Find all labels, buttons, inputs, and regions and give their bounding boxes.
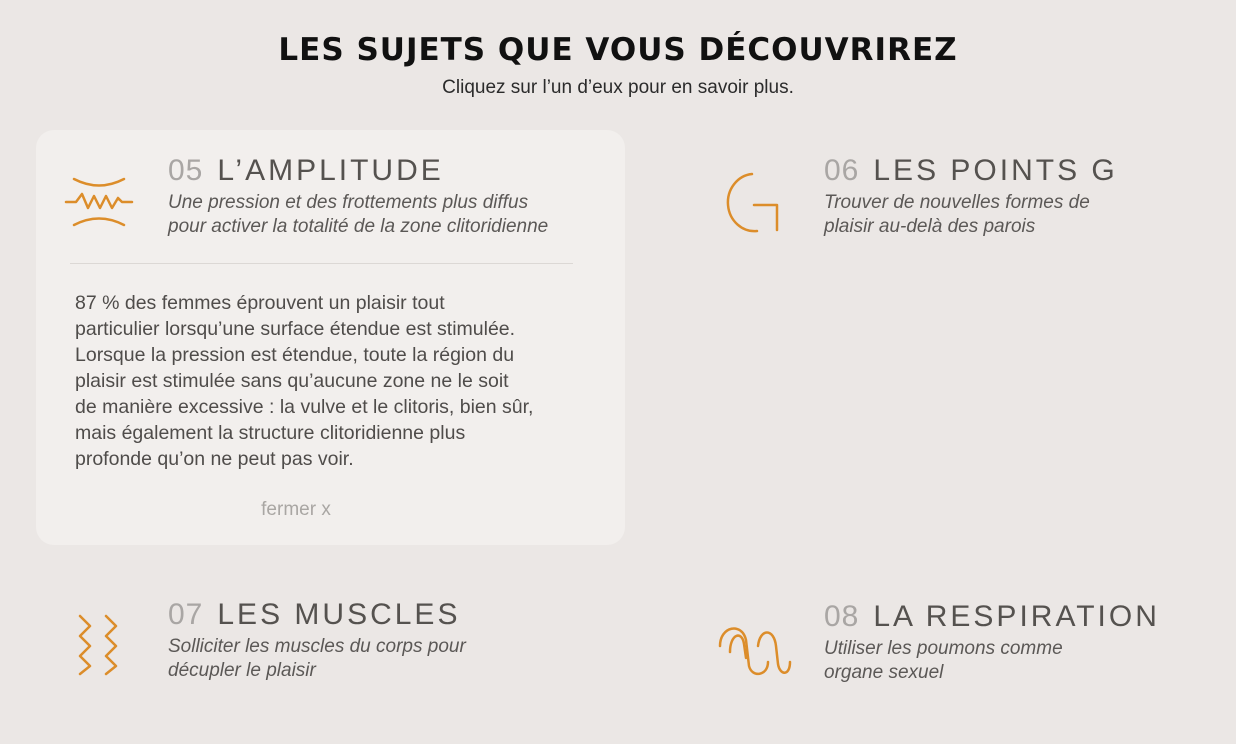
amplitude-wave-icon — [64, 176, 134, 233]
g-spot-icon — [722, 168, 784, 241]
muscles-zigzag-icon — [72, 612, 128, 683]
close-button[interactable]: fermer x — [261, 499, 331, 520]
topic-description — [824, 637, 1204, 685]
detail-line: profonde qu’on ne peut pas voir. — [75, 448, 354, 470]
section-header — [0, 30, 1236, 100]
topic-desc-line: organe sexuel — [824, 662, 944, 683]
topic-heading-amplitude — [168, 154, 444, 193]
topic-description — [824, 191, 1204, 239]
topic-heading-breathing — [824, 600, 1160, 639]
detail-line: de manière excessive : la vulve et le clitoris, bien sûr, — [75, 396, 534, 418]
topic-description — [168, 191, 608, 239]
page-title: LES SUJETS QUE VOUS DÉCOUVRIREZ — [278, 32, 958, 68]
topic-title: LES MUSCLES — [217, 598, 461, 631]
breathing-lungs-icon — [716, 616, 794, 685]
topic-desc-line: Solliciter les muscles du corps pour — [168, 636, 466, 657]
topic-heading-muscles — [168, 598, 460, 637]
topic-desc-line: Trouver de nouvelles formes de — [824, 192, 1090, 213]
topic-title: L’AMPLITUDE — [217, 154, 444, 187]
detail-line: Lorsque la pression est étendue, toute la région du — [75, 344, 515, 366]
detail-line: plaisir est stimulée sans qu’aucune zone ne le soit — [75, 370, 509, 392]
card-divider — [70, 263, 573, 264]
detail-line: 87 % des femmes éprouvent un plaisir tout — [75, 292, 445, 314]
topic-number: 08 — [824, 600, 860, 633]
detail-line: particulier lorsqu’une surface étendue est stimulée. — [75, 318, 516, 340]
topic-desc-line: plaisir au-delà des parois — [824, 216, 1036, 237]
topic-detail-text — [75, 290, 585, 472]
topic-desc-line: Une pression et des frottements plus diffus — [168, 192, 529, 213]
topic-description — [168, 635, 588, 683]
topic-title: LES POINTS G — [873, 154, 1118, 187]
topic-number: 07 — [168, 598, 204, 631]
topic-desc-line: Utiliser les poumons comme — [824, 638, 1063, 659]
topic-desc-line: décupler le plaisir — [168, 660, 316, 681]
topic-number: 06 — [824, 154, 860, 187]
detail-line: mais également la structure clitoridienne plus — [75, 422, 466, 444]
topic-number: 05 — [168, 154, 204, 187]
page-subtitle: Cliquez sur l’un d’eux pour en savoir plus. — [442, 77, 794, 98]
topic-desc-line: pour activer la totalité de la zone clitoridienne — [168, 216, 549, 237]
topic-title: LA RESPIRATION — [873, 600, 1160, 633]
topic-heading-g-spots — [824, 154, 1118, 193]
